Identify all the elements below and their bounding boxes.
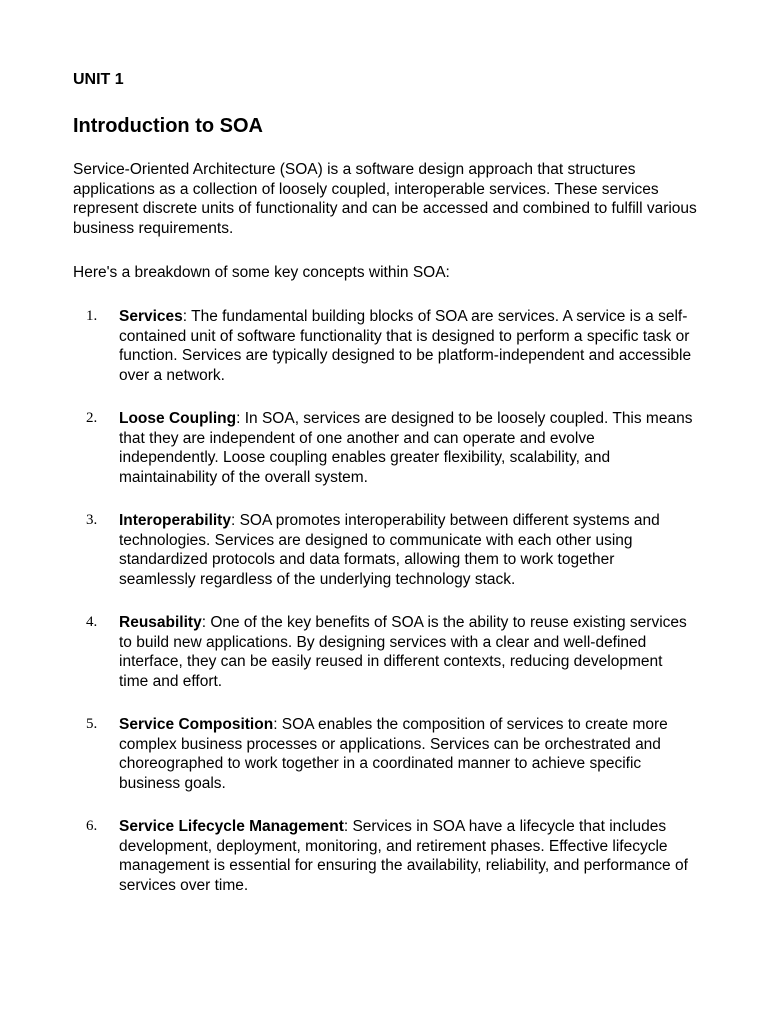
concept-term: Reusability <box>119 614 202 631</box>
concept-term: Service Composition <box>119 716 274 733</box>
lead-in-text: Here's a breakdown of some key concepts within SOA: <box>73 264 450 281</box>
intro-paragraph: Service-Oriented Architecture (SOA) is a software design approach that structures applications as a collection of loosely coupled, interoperable services. These services represent discrete units of functionality and can be accessed and combined to fulfill various business requirements. <box>73 161 697 237</box>
list-item-number: 6. <box>86 818 98 834</box>
concept-term: Interoperability <box>119 512 231 529</box>
list-item-number: 4. <box>86 614 98 630</box>
list-item-body <box>119 613 695 691</box>
list-item-number: 3. <box>86 512 98 528</box>
concept-description: : SOA enables the composition of services to create more complex business processes or applications. Services can be orchestrated and choreographed to work together in a coordinated manner to achieve specific business goals. <box>119 716 668 792</box>
list-item-body <box>119 511 695 589</box>
page-title: Introduction to SOA <box>73 115 263 137</box>
concept-term: Service Lifecycle Management <box>119 818 344 835</box>
concept-description: : Services in SOA have a lifecycle that includes development, deployment, monitoring, and retirement phases. Effective lifecycle management is essential for ensuring the availability, reliability, and performance of services over time. <box>119 818 688 894</box>
list-item-number: 5. <box>86 716 98 732</box>
concept-term: Loose Coupling <box>119 410 237 427</box>
concept-term: Services <box>119 308 183 325</box>
list-item-body <box>119 817 695 895</box>
list-item-number: 2. <box>86 410 98 426</box>
list-item-number: 1. <box>86 308 98 324</box>
concept-description: : In SOA, services are designed to be loosely coupled. This means that they are independent of one another and can operate and evolve independently. Loose coupling enables greater flexibility, scalability, and maintainability of the overall system. <box>119 410 693 486</box>
concept-description: : One of the key benefits of SOA is the ability to reuse existing services to build new applications. By designing services with a clear and well-defined interface, they can be easily reused in different contexts, reducing development time and effort. <box>119 614 687 690</box>
list-item-body <box>119 715 695 793</box>
list-item-body <box>119 409 695 487</box>
unit-label: UNIT 1 <box>73 71 124 88</box>
concept-description: : SOA promotes interoperability between different systems and technologies. Services are designed to communicate with each other using standardized protocols and data formats, allowing them to work together seamlessly regardless of the underlying technology stack. <box>119 512 660 588</box>
concept-description: : The fundamental building blocks of SOA are services. A service is a self-contained unit of software functionality that is designed to perform a specific task or function. Services are typically designed to be platform-independent and accessible over a network. <box>119 308 692 384</box>
list-item-body <box>119 307 695 385</box>
